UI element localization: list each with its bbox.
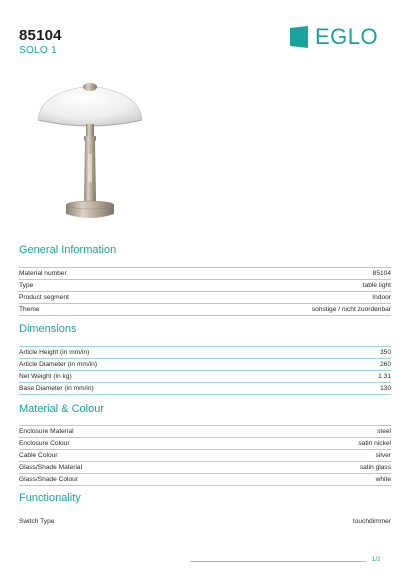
row-label: Enclosure Material <box>19 428 74 435</box>
eglo-logo-text: EGLO <box>315 24 379 49</box>
row-label: Net Weight (in kg) <box>19 373 72 380</box>
table-row <box>19 462 391 474</box>
row-label: Cable Colour <box>19 452 58 459</box>
row-label: Base Diameter (in mm/in) <box>19 385 94 392</box>
row-label: Type <box>19 282 34 289</box>
row-value: touchdimmer <box>352 518 391 525</box>
row-value: silver <box>375 452 391 459</box>
row-label: Article Height (in mm/in) <box>19 349 90 356</box>
row-value: satin nickel <box>358 440 391 447</box>
row-label: Glass/Shade Colour <box>19 476 79 483</box>
row-value: sonstige / nicht zuordenbar <box>311 306 391 313</box>
table-row <box>19 267 391 280</box>
functionality-table <box>19 516 391 527</box>
product-name: SOLO 1 <box>19 45 57 56</box>
table-row <box>19 383 391 395</box>
eglo-logo-mark-icon <box>289 26 309 48</box>
table-row <box>19 346 391 359</box>
row-value: 260 <box>379 361 391 368</box>
row-label: Switch Type <box>19 518 55 525</box>
eglo-logo <box>289 26 378 48</box>
row-value: white <box>375 476 391 483</box>
row-value: Indoor <box>372 294 391 301</box>
table-row <box>19 371 391 383</box>
table-row <box>19 438 391 450</box>
table-row <box>19 304 391 316</box>
footer-divider <box>190 561 366 562</box>
table-row <box>19 280 391 292</box>
row-value: 130 <box>379 385 391 392</box>
table-row <box>19 474 391 486</box>
section-title-general-information: General Information <box>19 244 117 256</box>
row-label: Material number <box>19 270 67 277</box>
product-image-table-lamp <box>30 78 150 228</box>
row-label: Article Diameter (in mm/in) <box>19 361 98 368</box>
row-value: satin glass <box>359 464 391 471</box>
general-information-table <box>19 267 391 316</box>
row-label: Glass/Shade Material <box>19 464 83 471</box>
row-value: steel <box>377 428 391 435</box>
row-value: 350 <box>379 349 391 356</box>
row-value: table light <box>362 282 391 289</box>
table-row <box>19 425 391 438</box>
material-colour-table <box>19 425 391 486</box>
row-value: 1.31 <box>378 373 391 380</box>
dimensions-table <box>19 346 391 395</box>
row-value: 85104 <box>372 270 391 277</box>
row-label: Theme <box>19 306 40 313</box>
table-row <box>19 359 391 371</box>
table-row <box>19 516 391 527</box>
row-label: Product segment <box>19 294 69 301</box>
section-title-functionality: Functionality <box>19 492 81 504</box>
section-title-material-colour: Material & Colour <box>19 403 104 415</box>
table-row <box>19 450 391 462</box>
table-row <box>19 292 391 304</box>
row-label: Enclosure Colour <box>19 440 70 447</box>
page-number: 1/2 <box>372 557 381 563</box>
article-number: 85104 <box>19 27 62 44</box>
section-title-dimensions: Dimensions <box>19 323 77 335</box>
